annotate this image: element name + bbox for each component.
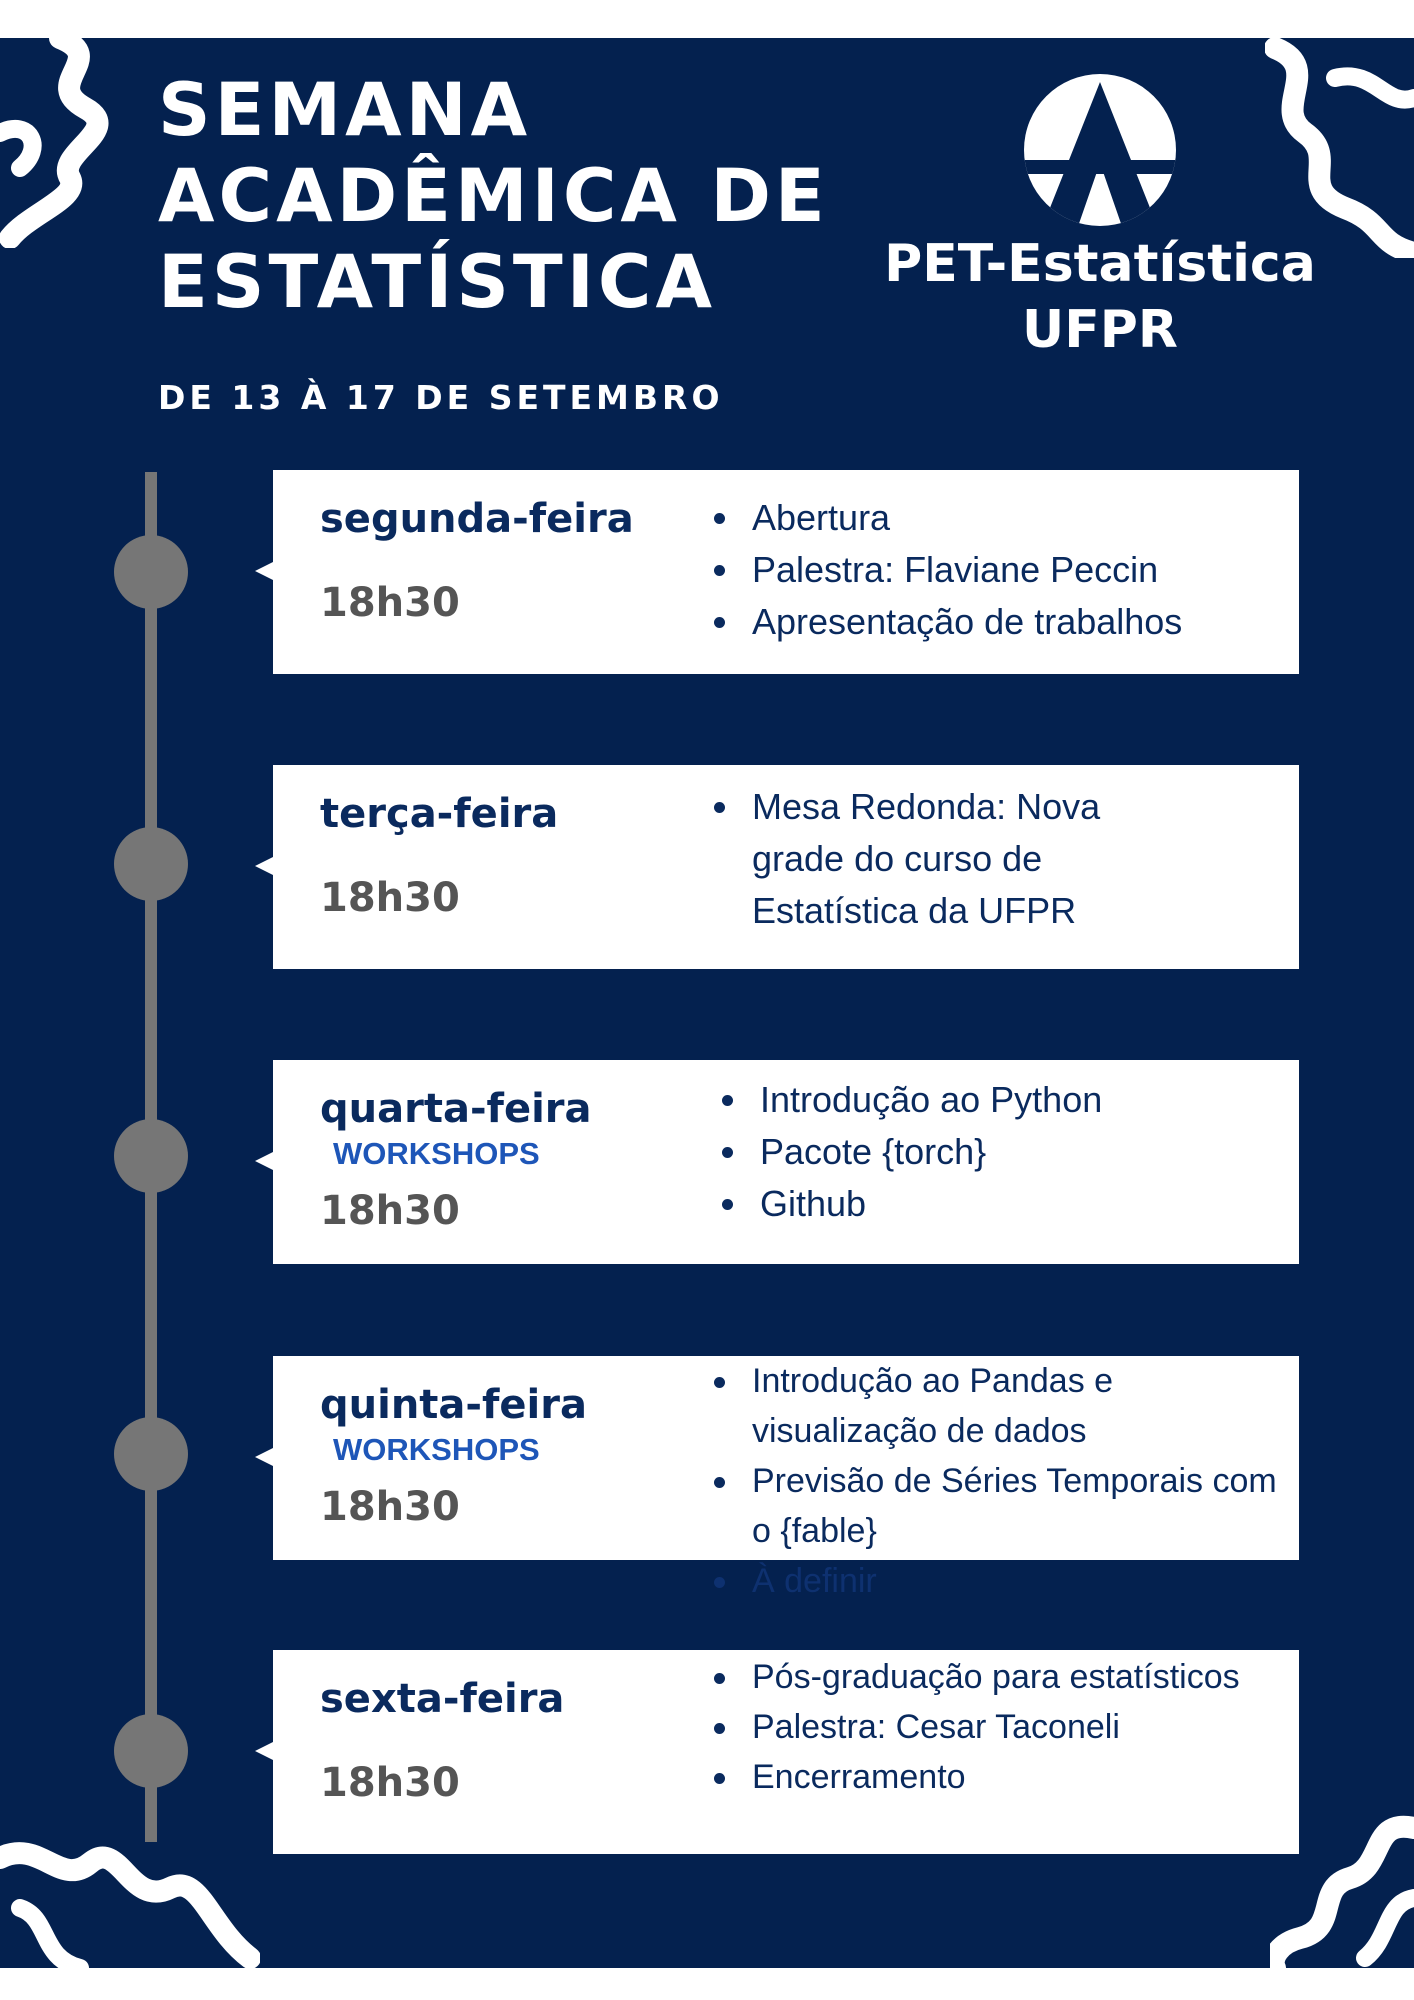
poster: [0, 38, 1414, 1968]
time-label: 18h30: [320, 875, 460, 921]
card-pointer: [255, 1152, 273, 1170]
activity-list: [710, 492, 1290, 648]
activity-item: Palestra: Flaviane Peccin: [710, 544, 1290, 596]
activity-item: Apresentação de trabalhos: [710, 596, 1290, 648]
card-pointer: [255, 1742, 273, 1760]
timeline-dot: [114, 1417, 188, 1491]
squiggle-bottom-left-decoration: [0, 1818, 260, 1968]
card-pointer: [255, 562, 273, 580]
logo-line-1: PET-Estatística: [884, 234, 1316, 294]
activity-list-thursday-hidden: [710, 1556, 1290, 1606]
activity-list: [710, 1652, 1270, 1802]
event-dates: DE 13 À 17 DE SETEMBRO: [158, 378, 724, 417]
event-title: [158, 68, 829, 326]
title-line-1: SEMANA: [158, 68, 532, 153]
activity-item: Pacote {torch}: [718, 1126, 1278, 1178]
day-label: quinta-feira: [320, 1382, 587, 1428]
time-label: 18h30: [320, 1188, 460, 1234]
activity-item-hidden: À definir: [710, 1556, 1290, 1606]
pet-logo: [870, 68, 1330, 360]
activity-item: Pós-graduação para estatísticos: [710, 1652, 1270, 1702]
activity-item: Introdução ao Pandas e visualização de dados: [710, 1356, 1290, 1456]
activity-item: Previsão de Séries Temporais com o {fable}: [710, 1456, 1290, 1556]
day-label: sexta-feira: [320, 1676, 565, 1722]
schedule-card-tuesday: [273, 765, 1299, 969]
workshops-tag: WORKSHOPS: [333, 1432, 540, 1467]
activity-item: Encerramento: [710, 1752, 1270, 1802]
schedule-card-friday: [273, 1650, 1299, 1854]
schedule-card-monday: [273, 470, 1299, 674]
title-line-2: ACADÊMICA DE: [158, 154, 829, 239]
time-label: 18h30: [320, 580, 460, 626]
activity-list-thursday: [710, 1356, 1290, 1556]
workshops-tag: WORKSHOPS: [333, 1136, 540, 1171]
card-pointer: [255, 857, 273, 875]
activity-item: Github: [718, 1178, 1278, 1230]
logo-line-2: UFPR: [1022, 300, 1178, 360]
activity-item: Abertura: [710, 492, 1290, 544]
activity-list: [710, 781, 1150, 937]
timeline-dot: [114, 1119, 188, 1193]
day-label: segunda-feira: [320, 496, 634, 542]
activity-list: [718, 1074, 1278, 1230]
card-pointer: [255, 1448, 273, 1466]
schedule-card-wednesday: [273, 1060, 1299, 1264]
timeline-dot: [114, 535, 188, 609]
squiggle-top-left-decoration: [0, 38, 150, 248]
activity-item: Palestra: Cesar Taconeli: [710, 1702, 1270, 1752]
day-label: quarta-feira: [320, 1086, 592, 1132]
activity-item: Introdução ao Python: [718, 1074, 1278, 1126]
time-label: 18h30: [320, 1760, 460, 1806]
timeline-dot: [114, 1714, 188, 1788]
day-label: terça-feira: [320, 791, 559, 837]
timeline-dot: [114, 827, 188, 901]
title-line-3: ESTATÍSTICA: [158, 240, 716, 325]
time-label: 18h30: [320, 1484, 460, 1530]
pet-emblem-icon: [1010, 68, 1190, 228]
activity-item: Mesa Redonda: Nova grade do curso de Estatística da UFPR: [710, 781, 1150, 937]
